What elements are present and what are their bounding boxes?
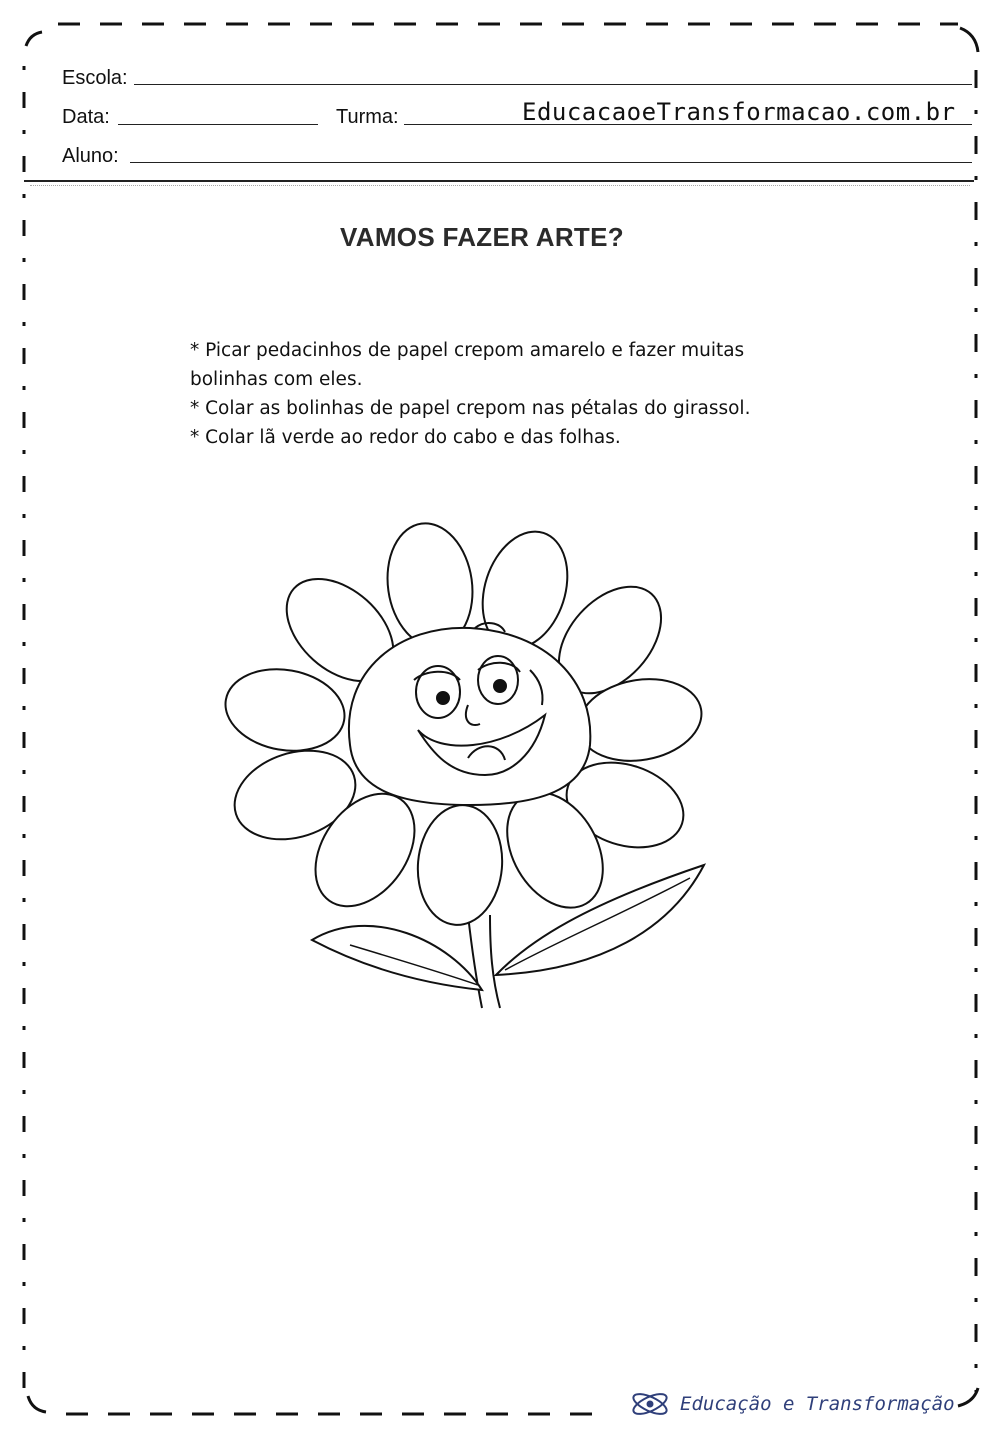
class-label: Turma:	[336, 106, 399, 128]
date-field-line[interactable]	[118, 124, 318, 125]
school-field-line[interactable]	[134, 84, 972, 85]
brand-text: Educação e Transformação	[680, 1393, 955, 1415]
header-divider-faint	[30, 185, 970, 186]
student-field-line[interactable]	[130, 162, 972, 163]
school-label: Escola:	[62, 67, 128, 89]
header-divider	[24, 180, 974, 182]
smiling-flower-icon	[200, 520, 748, 1012]
atom-logo-icon	[628, 1386, 672, 1422]
instruction-line: * Colar lã verde ao redor do cabo e das folhas.	[190, 427, 621, 448]
instruction-line: bolinhas com eles.	[190, 369, 363, 390]
instruction-line: * Colar as bolinhas de papel crepom nas pétalas do girassol.	[190, 398, 751, 419]
site-url: EducacaoeTransformacao.com.br	[522, 98, 956, 126]
instruction-line: * Picar pedacinhos de papel crepom amarelo e fazer muitas	[190, 340, 745, 361]
activity-title: VAMOS FAZER ARTE?	[340, 222, 624, 252]
student-label: Aluno:	[62, 145, 119, 167]
instructions	[190, 336, 810, 452]
date-label: Data:	[62, 106, 110, 128]
footer-brand	[628, 1386, 955, 1422]
